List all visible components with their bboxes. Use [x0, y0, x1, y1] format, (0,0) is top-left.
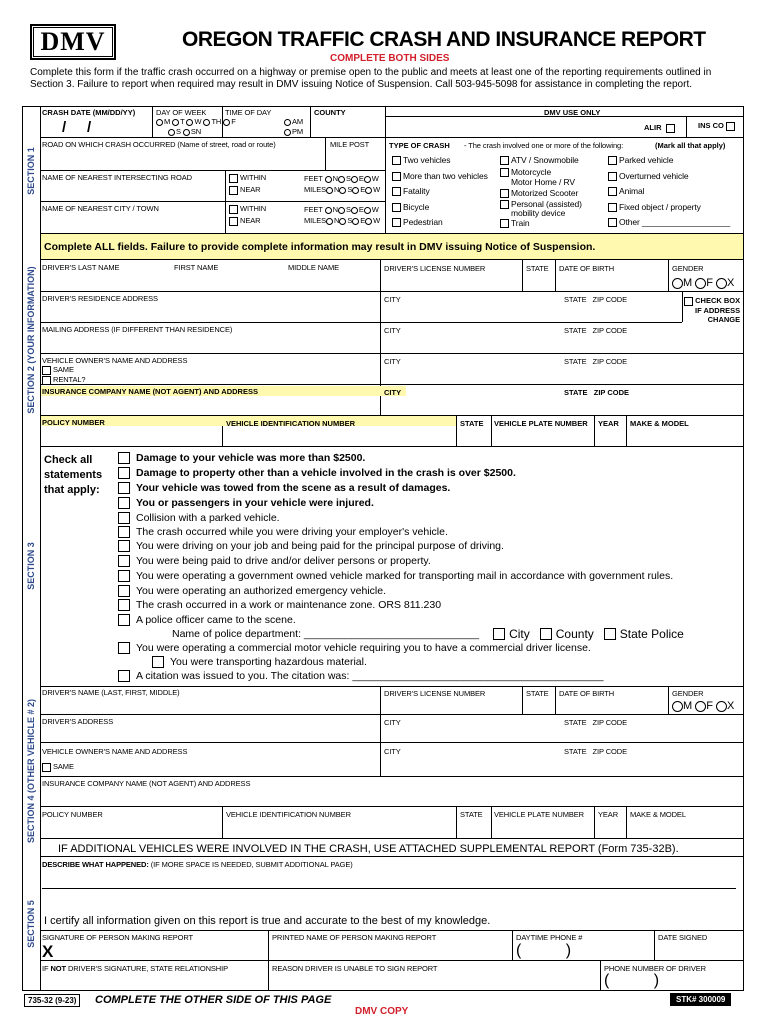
police-city-checkbox[interactable]	[493, 628, 505, 640]
days-row2: S SN	[168, 127, 201, 136]
section1-label: SECTION 1	[26, 146, 36, 195]
state-label-5: STATE	[460, 419, 484, 428]
crash-type-fatality[interactable]: Fatality	[392, 187, 430, 196]
daytime-phone-field[interactable]: ( )	[516, 942, 572, 959]
crash-type-bicycle[interactable]: Bicycle	[392, 203, 429, 212]
s4-state-zip-1: STATE ZIP CODE	[564, 718, 628, 727]
dob-label: DATE OF BIRTH	[559, 264, 615, 273]
s4-insurance-label: INSURANCE COMPANY NAME (NOT AGENT) AND ADDRESS	[42, 779, 251, 788]
days-row1: M T W TH F	[156, 117, 236, 126]
police-county-checkbox[interactable]	[540, 628, 552, 640]
s4-gender-x-radio[interactable]	[716, 701, 727, 712]
s4-gender-m-radio[interactable]	[672, 701, 683, 712]
s4-gender-f-radio[interactable]	[695, 701, 706, 712]
s4-make-model-label: MAKE & MODEL	[630, 810, 686, 819]
form-number: 735-32 (9-23)	[24, 994, 80, 1007]
s4-owner-label: VEHICLE OWNER'S NAME AND ADDRESS	[42, 747, 188, 756]
intro-text: Complete this form if the traffic crash occurred on a highway or premise open to the public and meets at least one of the reporting requirements outlined in Section 3. Failure to report when required may result in DMV issuing Notice of Suspension. Call 503-945-5098 for assistance in completing the report.	[30, 67, 712, 90]
complete-other-side: COMPLETE THE OTHER SIDE OF THIS PAGE	[95, 994, 332, 1006]
crash-type-more-vehicles[interactable]: More than two vehicles	[392, 172, 488, 181]
insurance-label: INSURANCE COMPANY NAME (NOT AGENT) AND ADDRESS	[42, 387, 258, 396]
owner-label: VEHICLE OWNER'S NAME AND ADDRESS	[42, 356, 188, 365]
insco-label: INS CO	[698, 121, 737, 131]
crash-type-overturned[interactable]: Overturned vehicle	[608, 172, 689, 181]
county-label: COUNTY	[314, 108, 346, 117]
am-radio[interactable]	[284, 119, 291, 126]
day-s-radio[interactable]	[168, 129, 175, 136]
mailing-label: MAILING ADDRESS (IF DIFFERENT THAN RESIDENCE)	[42, 325, 233, 334]
crash-type-personal-mobility[interactable]: Personal (assisted)	[500, 200, 582, 209]
city-label-2: CITY	[384, 326, 401, 335]
printed-name-label: PRINTED NAME OF PERSON MAKING REPORT	[272, 933, 437, 942]
miles-dir-1: MILES N S E W	[304, 185, 381, 194]
stmt-emergency-vehicle[interactable]: You were operating an authorized emergency vehicle.	[118, 585, 386, 597]
s4-policy-label: POLICY NUMBER	[42, 810, 103, 819]
within-1: WITHIN	[229, 173, 266, 183]
first-name-label: FIRST NAME	[174, 263, 219, 272]
date-signed-label: DATE SIGNED	[658, 933, 708, 942]
milepost-label: MILE POST	[330, 140, 370, 149]
crash-type-two-vehicles[interactable]: Two vehicles	[392, 156, 450, 165]
crash-type-pedestrian[interactable]: Pedestrian	[392, 218, 443, 227]
city-label-4: CITY	[384, 388, 402, 397]
nearest-intersecting-label: NAME OF NEAREST INTERSECTING ROAD	[42, 173, 192, 182]
middle-name-label: MIDDLE NAME	[288, 263, 339, 272]
state-label: STATE	[526, 264, 549, 273]
near-2-checkbox[interactable]	[229, 217, 238, 226]
within-2: WITHIN	[229, 204, 266, 214]
stmt-injured[interactable]: You or passengers in your vehicle were injured.	[118, 497, 374, 509]
city-label-1: CITY	[384, 295, 401, 304]
phone-driver-field[interactable]: ( )	[604, 972, 660, 989]
logo-text: DMV	[33, 27, 113, 57]
pm-radio[interactable]	[284, 129, 291, 136]
crash-type-motorcycle[interactable]: Motorcycle	[500, 167, 551, 177]
stmt-police-officer[interactable]: A police officer came to the scene.	[118, 614, 296, 626]
state-zip-1: STATE ZIP CODE	[564, 295, 628, 304]
day-m-radio[interactable]	[156, 119, 163, 126]
rental-option: RENTAL?	[42, 375, 86, 385]
rental-checkbox[interactable]	[42, 376, 51, 385]
vin-label: VEHICLE IDENTIFICATION NUMBER	[226, 419, 356, 428]
crash-date-field[interactable]: / /	[62, 119, 92, 136]
additional-vehicles-note: IF ADDITIONAL VEHICLES WERE INVOLVED IN THE CRASH, USE ATTACHED SUPPLEMENTAL REPORT (Form 735-32B).	[58, 843, 679, 855]
address-change-checkbox[interactable]	[684, 297, 693, 306]
s4-vin-label: VEHICLE IDENTIFICATION NUMBER	[226, 810, 351, 819]
stmt-parked-vehicle[interactable]: Collision with a parked vehicle.	[118, 512, 280, 524]
describe-line	[42, 888, 736, 889]
insco-checkbox[interactable]	[726, 122, 735, 131]
s4-drivers-name-label: DRIVER'S NAME (LAST, FIRST, MIDDLE)	[42, 688, 180, 697]
crash-type-animal[interactable]: Animal	[608, 187, 644, 196]
form-subtitle: COMPLETE BOTH SIDES	[330, 53, 450, 64]
state-zip-4: STATE ZIP CODE	[564, 388, 630, 397]
near-2: NEAR	[229, 216, 260, 226]
s4-gender-label: GENDER	[672, 689, 704, 698]
stmt-employer-vehicle[interactable]: The crash occurred while you were driving your employer's vehicle.	[118, 526, 448, 538]
alir-checkbox[interactable]	[666, 124, 675, 133]
miles-dir-2: MILES N S E W	[304, 216, 381, 225]
s4-same-option: SAME	[42, 762, 74, 772]
police-state-checkbox[interactable]	[604, 628, 616, 640]
crash-type-scooter[interactable]: Motorized Scooter	[500, 189, 578, 198]
s4-gender-options: M F X	[672, 700, 734, 712]
day-t-radio[interactable]	[172, 119, 179, 126]
near-1-checkbox[interactable]	[229, 186, 238, 195]
s4-plate-label: VEHICLE PLATE NUMBER	[494, 810, 584, 819]
daytime-phone-label: DAYTIME PHONE #	[516, 933, 583, 942]
residence-label: DRIVER'S RESIDENCE ADDRESS	[42, 294, 158, 303]
day-w-radio[interactable]	[186, 119, 193, 126]
s4-same-checkbox[interactable]	[42, 763, 51, 772]
alir-label: ALIR	[644, 123, 677, 133]
near-1: NEAR	[229, 185, 260, 195]
stmt-towed[interactable]: Your vehicle was towed from the scene as a result of damages.	[118, 482, 450, 494]
crash-type-other[interactable]: Other ___________________	[608, 218, 730, 227]
feet-dir-1: FEET N S E W	[304, 174, 379, 183]
stmt-work-zone[interactable]: The crash occurred in a work or maintenance zone. ORS 811.230	[118, 599, 441, 611]
describe-label: DESCRIBE WHAT HAPPENED: (IF MORE SPACE IS NEEDED, SUBMIT ADDITIONAL PAGE)	[42, 860, 353, 869]
am-option: AM	[284, 117, 303, 126]
check-all-label: Check all statements that apply:	[44, 454, 103, 496]
nearest-city-label: NAME OF NEAREST CITY / TOWN	[42, 204, 159, 213]
time-of-day-label: TIME OF DAY	[225, 108, 272, 117]
form-title: OREGON TRAFFIC CRASH AND INSURANCE REPORT	[182, 28, 706, 51]
policy-label: POLICY NUMBER	[42, 418, 105, 427]
stmt-vehicle-damage[interactable]: Damage to your vehicle was more than $2500.	[118, 452, 365, 464]
day-of-week-label: DAY OF WEEK	[156, 108, 207, 117]
section5-label: SECTION 5	[26, 900, 36, 948]
reason-label: REASON DRIVER IS UNABLE TO SIGN REPORT	[272, 964, 438, 973]
s4-state-zip-2: STATE ZIP CODE	[564, 747, 628, 756]
pm-option: PM	[284, 127, 303, 136]
stmt-driving-job[interactable]: You were driving on your job and being paid for the principal purpose of driving.	[118, 540, 504, 552]
feet-dir-2: FEET N S E W	[304, 205, 379, 214]
gender-f-radio[interactable]	[695, 278, 706, 289]
within-2-checkbox[interactable]	[229, 205, 238, 214]
dmv-copy: DMV COPY	[355, 1006, 409, 1017]
state-zip-3: STATE ZIP CODE	[564, 357, 628, 366]
stmt-hazmat[interactable]: You were transporting hazardous material.	[152, 656, 367, 668]
stk-number: STK# 300009	[670, 993, 731, 1006]
plate-label: VEHICLE PLATE NUMBER	[494, 419, 588, 428]
stmt-property-damage[interactable]: Damage to property other than a vehicle involved in the crash is over $2500.	[118, 467, 516, 479]
crash-type-atv[interactable]: ATV / Snowmobile	[500, 156, 579, 165]
day-th-radio[interactable]	[203, 119, 210, 126]
s4-dob-label: DATE OF BIRTH	[559, 689, 615, 698]
make-model-label: MAKE & MODEL	[630, 419, 689, 428]
signature-x[interactable]: X	[42, 942, 54, 961]
signature-label: SIGNATURE OF PERSON MAKING REPORT	[42, 933, 194, 942]
stmt-commercial[interactable]: You were operating a commercial motor vehicle requiring you to have a commercial driver license.	[118, 642, 591, 654]
s4-city-1: CITY	[384, 718, 401, 727]
police-dept-line[interactable]: Name of police department: ______________________________ City County State Police	[172, 627, 684, 641]
crash-type-mobility-device: mobility device	[511, 208, 566, 218]
day-f-radio[interactable]	[223, 119, 230, 126]
stmt-paid-deliver[interactable]: You were being paid to drive and/or deliver persons or property.	[118, 555, 431, 567]
state-zip-2: STATE ZIP CODE	[564, 326, 628, 335]
gender-options: M F X	[672, 277, 734, 289]
stmt-citation[interactable]: A citation was issued to you. The citation was: ___________________________________________	[118, 670, 603, 682]
mark-all-text: (Mark all that apply)	[655, 141, 726, 150]
crash-date-label: CRASH DATE (MM/DD/YY)	[42, 108, 136, 117]
dmv-use-only-label: DMV USE ONLY	[544, 108, 601, 117]
s4-city-2: CITY	[384, 747, 401, 756]
section2-label: SECTION 2 (YOUR INFORMATION)	[26, 266, 36, 414]
dmv-logo	[30, 24, 116, 60]
crash-type-fixed-object[interactable]: Fixed object / property	[608, 203, 701, 212]
crash-type-motorhome: Motor Home / RV	[511, 177, 576, 187]
s4-state-label-2: STATE	[460, 810, 483, 819]
year-label: YEAR	[598, 419, 619, 428]
certify-text: I certify all information given on this report is true and accurate to the best of my knowledge.	[44, 915, 491, 927]
type-of-crash-label: TYPE OF CRASH	[389, 141, 450, 150]
address-change: CHECK BOX IF ADDRESS CHANGE	[684, 296, 740, 325]
s4-drivers-address-label: DRIVER'S ADDRESS	[42, 717, 114, 726]
s4-year-label: YEAR	[598, 810, 619, 819]
day-sn-radio[interactable]	[183, 129, 190, 136]
road-label: ROAD ON WHICH CRASH OCCURRED (Name of street, road or route)	[42, 140, 276, 149]
crash-involved-text: - The crash involved one or more of the following:	[464, 141, 624, 150]
phone-driver-label: PHONE NUMBER OF DRIVER	[604, 964, 706, 973]
section3-label: SECTION 3	[26, 542, 36, 590]
crash-type-train[interactable]: Train	[500, 219, 530, 228]
drivers-last-name-label: DRIVER'S LAST NAME	[42, 263, 120, 272]
gender-m-radio[interactable]	[672, 278, 683, 289]
s4-license-label: DRIVER'S LICENSE NUMBER	[384, 689, 486, 698]
stmt-government-vehicle[interactable]: You were operating a government owned vehicle marked for transporting mail in accordance with government rules.	[118, 570, 673, 582]
same-checkbox[interactable]	[42, 366, 51, 375]
section4-label: SECTION 4 (OTHER VEHICLE # 2)	[26, 698, 36, 844]
city-label-3: CITY	[384, 357, 401, 366]
section2-banner-text: Complete ALL fields. Failure to provide complete information may result in DMV issuing Notice of Suspension.	[44, 241, 596, 253]
gender-x-radio[interactable]	[716, 278, 727, 289]
gender-label: GENDER	[672, 264, 704, 273]
within-1-checkbox[interactable]	[229, 174, 238, 183]
if-not-driver-label: IF NOT DRIVER'S SIGNATURE, STATE RELATIONSHIP	[42, 964, 229, 973]
crash-type-parked[interactable]: Parked vehicle	[608, 156, 673, 165]
same-option: SAME	[42, 365, 74, 375]
license-number-label: DRIVER'S LICENSE NUMBER	[384, 264, 486, 273]
s4-state-label: STATE	[526, 689, 549, 698]
